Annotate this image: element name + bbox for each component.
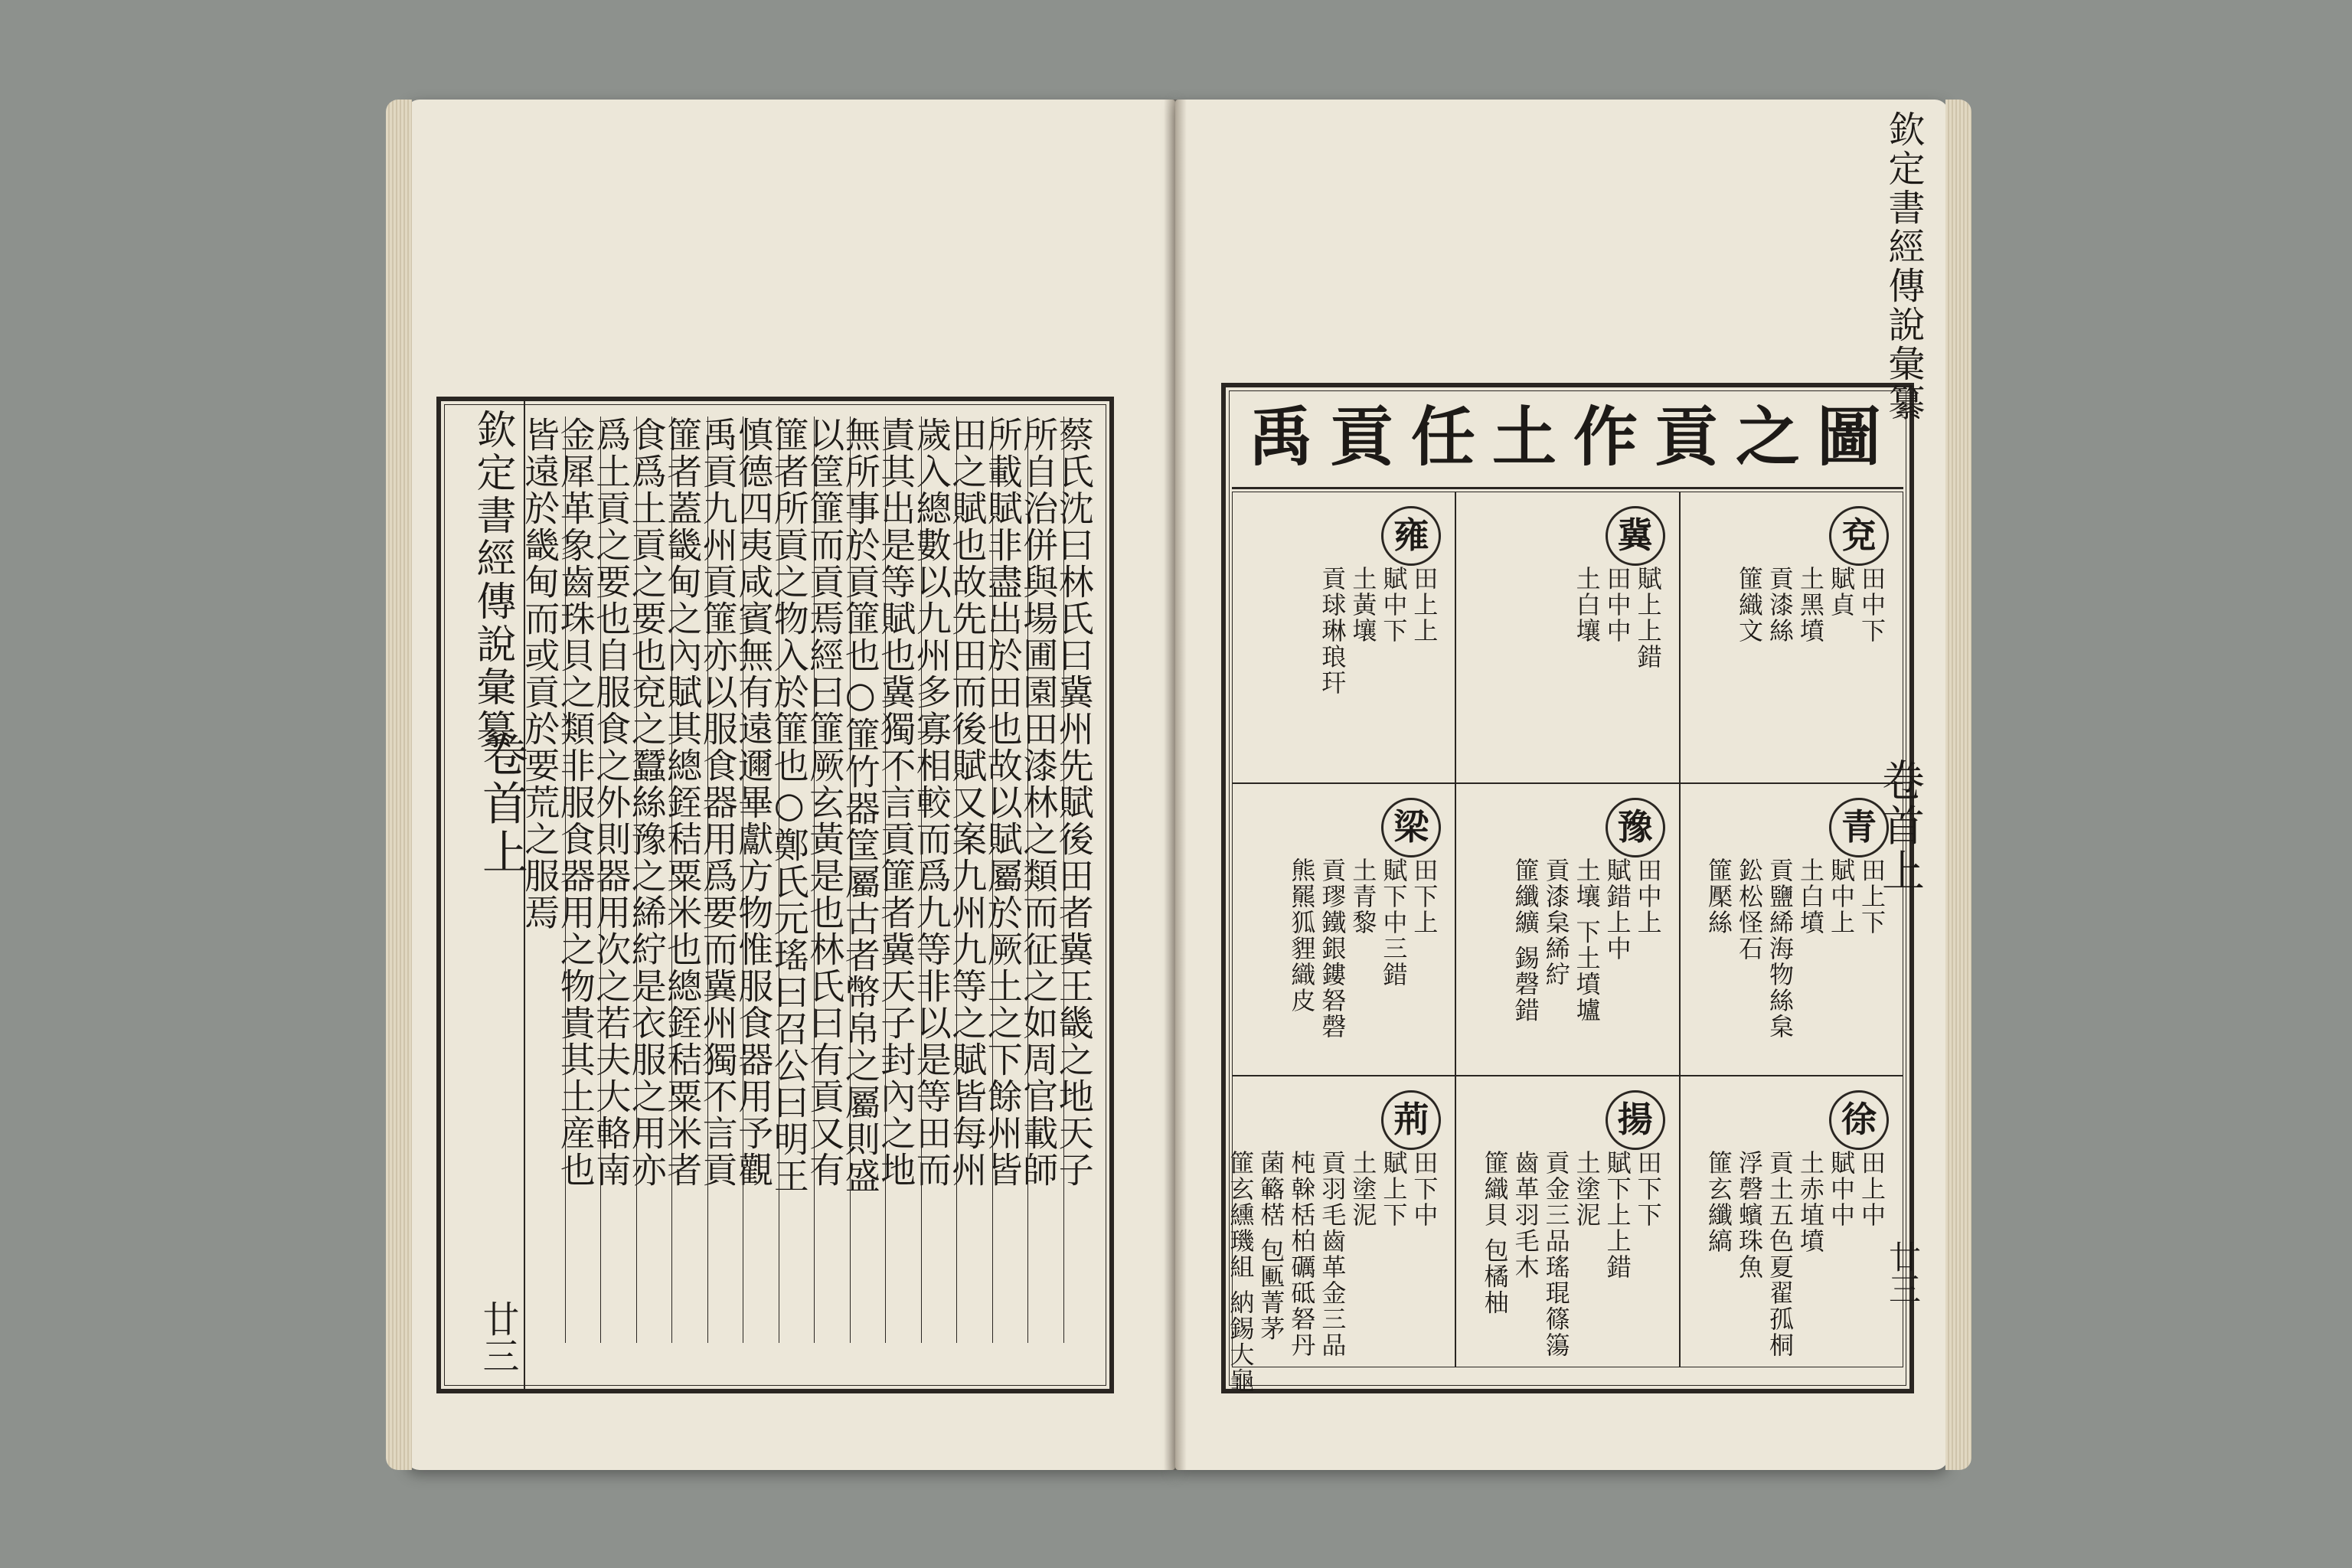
province-cell (1232, 492, 1455, 783)
province-entry: 貢璆鐵銀鏤砮磬 (1318, 858, 1348, 1040)
chart-title: 禹貢任土作貢之圖 (1249, 399, 1899, 475)
province-entry: 田上下 (1857, 858, 1886, 936)
text-column: 以筐篚而貢焉經曰篚厥玄黃是也林氏曰有貢又有 (804, 416, 846, 1188)
province-entry: 土黑墳 (1795, 566, 1825, 644)
left-margin-title: 欽定書經傳說彙纂 (469, 409, 515, 752)
open-book (406, 92, 1960, 1478)
province-cell (1226, 1076, 1455, 1393)
province-entry: 貢球琳琅玕 (1318, 566, 1348, 696)
province-cell (1455, 1076, 1679, 1367)
province-name: 兗 (1829, 506, 1889, 566)
province-entry: 賦下中三錯 (1379, 858, 1409, 988)
province-entry: 賦中下 (1379, 566, 1409, 644)
province-entry: 杶榦栝柏礪砥砮丹 (1287, 1149, 1317, 1358)
text-column: 食爲土貢之要也兗之蠶絲豫之絺紵是衣服之用亦 (626, 416, 668, 1188)
province-entry: 土黃壤 (1348, 566, 1378, 644)
province-entry: 田下下 (1633, 1149, 1663, 1228)
left-page-edge (386, 100, 412, 1470)
province-entry: 土白壤 (1572, 566, 1602, 644)
province-name: 青 (1829, 798, 1889, 858)
province-name: 徐 (1829, 1090, 1889, 1150)
province-entry: 貢漆枲絺紵 (1541, 858, 1571, 988)
province-entry: 篚織文 (1734, 566, 1764, 644)
province-entry: 篚檿絲 (1704, 858, 1733, 936)
province-entry: 貢羽毛齒革金三品 (1318, 1149, 1348, 1358)
text-column: 慎德四夷咸賓無有遠邇畢獻方物惟服食器用予觀 (733, 416, 775, 1188)
right-margin-folio: 廿三 (1884, 1240, 1922, 1305)
text-column: 篚者蓋畿甸之內賦其總銍秸粟米也總銍秸粟米者 (662, 416, 704, 1188)
province-name: 豫 (1606, 798, 1665, 858)
province-cell (1680, 492, 1903, 783)
province-entry: 貢鹽絺海物絲枲 (1765, 858, 1795, 1040)
province-grid (1226, 492, 1903, 1393)
province-entry: 田下中 (1410, 1149, 1439, 1228)
text-column: 田之賦也故先田而後賦又案九州九等之賦皆每州 (946, 416, 988, 1188)
province-entry: 貢漆絲 (1765, 566, 1795, 644)
right-page-edge (1945, 100, 1971, 1470)
text-column: 歲入總數以九州多寡相較而爲九等非以是等田而 (910, 416, 952, 1188)
province-entry: 賦貞 (1826, 566, 1856, 618)
province-name: 梁 (1381, 798, 1441, 858)
left-page (406, 100, 1175, 1470)
province-cell (1232, 783, 1455, 1075)
province-entry: 賦中上 (1826, 858, 1856, 936)
province-cell (1680, 1076, 1903, 1367)
province-name: 荊 (1381, 1090, 1441, 1150)
province-entry: 賦錯上中 (1602, 858, 1632, 962)
province-name: 冀 (1606, 506, 1665, 566)
text-column: 責其出是等賦也冀獨不言貢篚者冀天子封內之地 (875, 416, 917, 1188)
text-column: 所載賦非盡出於田也故以賦屬於厥土之下餘州皆 (982, 416, 1024, 1188)
province-cell (1455, 492, 1679, 783)
right-margin-title: 欽定書經傳說彙纂 (1882, 110, 1925, 423)
province-entry: 賦下上上錯 (1602, 1149, 1632, 1280)
province-entry: 土赤埴墳 (1795, 1149, 1825, 1254)
text-column: 金犀革象齒珠貝之類非服食器用之物貴其土産也 (554, 416, 596, 1188)
province-name: 揚 (1606, 1090, 1665, 1150)
province-name: 雍 (1381, 506, 1441, 566)
book-gutter (1164, 100, 1187, 1470)
province-entry: 田中上 (1633, 858, 1663, 936)
province-entry: 田上上 (1410, 566, 1439, 644)
province-entry: 浮磬蠙珠魚 (1734, 1149, 1764, 1280)
province-entry: 賦上上錯 (1633, 566, 1663, 670)
province-entry: 土青黎 (1348, 858, 1378, 936)
right-margin-volume: 卷首上 (1875, 758, 1925, 893)
left-margin-folio: 廿三 (476, 1300, 519, 1374)
province-entry: 貢金三品瑤琨篠簜 (1541, 1149, 1571, 1358)
province-entry: 篚纖纊 錫磬錯 (1511, 858, 1540, 1024)
province-entry: 田上中 (1857, 1149, 1886, 1228)
text-column: 無所事於貢篚也○篚竹器筐屬古者幣帛之屬則盛 (839, 416, 881, 1194)
right-page-margin (1875, 100, 1935, 1470)
province-entry: 貢土五色夏翟孤桐 (1765, 1149, 1795, 1358)
text-column: 爲土貢之要也自服食之外則器用次之若夫大輅南 (590, 416, 632, 1188)
left-margin-volume: 卷首上 (475, 730, 528, 877)
province-entry: 齒革羽毛木 (1511, 1149, 1540, 1280)
province-entry: 田中下 (1857, 566, 1886, 644)
province-entry: 土塗泥 (1348, 1149, 1378, 1228)
province-entry: 熊羆狐貍織皮 (1287, 858, 1317, 1014)
province-entry: 土白墳 (1795, 858, 1825, 936)
province-cell (1455, 783, 1679, 1075)
province-entry: 土壤 下土墳壚 (1572, 858, 1602, 1024)
text-column: 篚者所貢之物入於篚也○鄭氏元瑤曰召公曰明王 (768, 416, 810, 1194)
province-entry: 賦上下 (1379, 1149, 1409, 1228)
left-text-frame (436, 397, 1114, 1393)
province-entry: 賦中中 (1826, 1149, 1856, 1228)
tribute-chart-frame (1221, 383, 1914, 1393)
province-entry: 鈆松怪石 (1734, 858, 1764, 962)
province-entry: 田中中 (1602, 566, 1632, 644)
text-column: 所自治併與場圃園田漆林之類而征之如周官載師 (1018, 416, 1060, 1188)
province-entry: 田下上 (1410, 858, 1439, 936)
province-entry: 篚織貝 包橘柚 (1480, 1149, 1510, 1315)
text-column: 禹貢九州貢篚亦以服食器用爲要而冀州獨不言貢 (697, 416, 739, 1188)
commentary-text (519, 416, 1102, 1343)
province-entry: 菌簵楛 包匭菁茅 (1256, 1149, 1286, 1341)
province-entry: 篚玄纖縞 (1704, 1149, 1733, 1254)
province-entry: 篚玄纁璣組 納錫大龜 (1226, 1149, 1256, 1393)
province-entry: 土塗泥 (1572, 1149, 1602, 1228)
text-column: 蔡氏沈曰林氏曰冀州先賦後田者冀王畿之地天子 (1053, 416, 1095, 1188)
right-page (1175, 100, 1949, 1470)
text-column: 皆遠於畿甸而或貢於要荒之服焉 (519, 416, 561, 931)
